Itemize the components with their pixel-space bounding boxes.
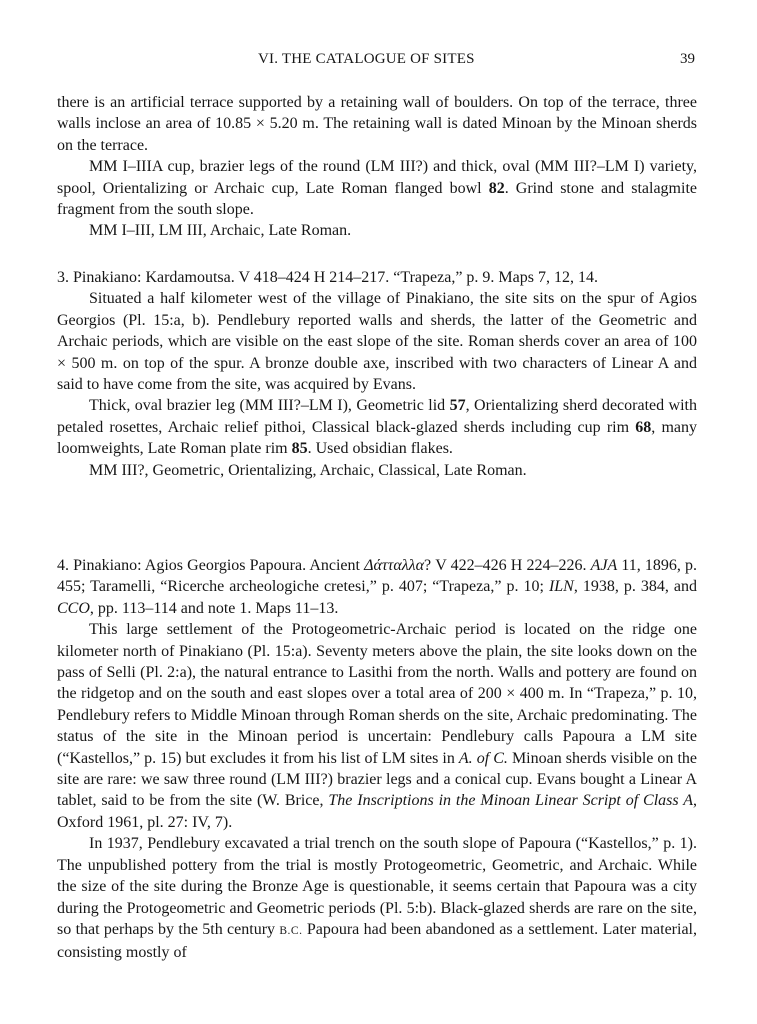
page-number: 39 [680, 51, 695, 67]
site-entry-4 [57, 555, 697, 964]
catalogue-number: 85 [291, 440, 308, 458]
catalogue-number: 82 [488, 179, 505, 197]
journal-abbrev: ILN [548, 578, 574, 596]
catalogue-number: 57 [449, 397, 466, 415]
site-3-heading: 3. Pinakiano: Kardamoutsa. V 418–424 H 214–217. “Trapeza,” p. 9. Maps 7, 12, 14. [57, 269, 598, 286]
catalogue-number: 68 [635, 418, 652, 436]
greek-name: Δάτταλλα [364, 557, 425, 574]
era-abbrev: B.C. [279, 924, 303, 937]
site-entry-3 [57, 267, 697, 481]
site-3-description: Situated a half kilometer west of the village of Pinakiano, the site sits on the spur of Agios Georgios (Pl. 15:a, b). Pendlebury reported walls and sherds, the latter of the Geometric and Archaic periods, which are visible on the east slope of the site. Roman sherds cover an area of 100 × 500 m. on top of the spur. A bronze double axe, inscribed with two characters of Linear A and said to have come from the site, was acquired by Evans. [57, 290, 697, 394]
journal-abbrev: AJA [590, 557, 618, 574]
book-title: The Inscriptions in the Minoan Linear Script of Class A [328, 792, 693, 810]
cont-finds-paragraph: MM I–IIIA cup, brazier legs of the round (LM III?) and thick, oval (MM III?–LM I) variety, spool, Orientalizing or Archaic cup, Late Roman flanged bowl 82. Grind stone and stalagmite fragment from the south slope. [57, 158, 697, 219]
site-4-excavation: In 1937, Pendlebury excavated a trial trench on the south slope of Papoura (“Kastellos,” p. 1). The unpublished pottery from the trial is mostly Protogeometric, Geometric, and Archaic. While the size of the site during the Bronze Age is questionable, it seems certain that Papoura was a city during the Protogeometric and Geometric periods (Pl. 5:b). Black-glazed sherds are rare on the site, so that perhaps by the 5th century B.C. Papoura had been abandoned as a settlement. Later material, consisting mostly of [57, 835, 698, 962]
site-3-finds: Thick, oval brazier leg (MM III?–LM I), Geometric lid 57, Orientalizing sherd decorated with petaled rosettes, Archaic relief pithoi, Classical black-glazed sherds including cup rim 68, many loomweights, Late Roman plate rim 85. Used obsidian flakes. [57, 397, 697, 458]
site-4-description: This large settlement of the Protogeometric-Archaic period is located on the ridge one kilometer north of Pinakiano (Pl. 15:a). Seventy meters above the plain, the site looks down on the pass of Selli (Pl. 2:a), the natural entrance to Lasithi from the north. Walls and pottery are found on the ridgetop and on the south and east slopes over a total area of 200 × 400 m. In “Trapeza,” p. 10, Pendlebury refers to Middle Minoan through Roman sherds on the site, Archaic predominating. The status of the site in the Minoan period is uncertain: Pendlebury calls Papoura a LM site (“Kastellos,” p. 15) but excludes it from his list of LM sites in A. of C. Minoan sherds visible on the site are rare: we saw three round (LM III?) brazier legs and a conical cup. Evans bought a Linear A tablet, said to be from the site (W. Brice, The Inscriptions in the Minoan Linear Script of Class A, Oxford 1961, pl. 27: IV, 7). [57, 621, 698, 831]
site-3-periods: MM III?, Geometric, Orientalizing, Archaic, Classical, Late Roman. [89, 461, 527, 479]
cont-periods-paragraph: MM I–III, LM III, Archaic, Late Roman. [89, 222, 352, 240]
cont-paragraph-1: there is an artificial terrace supported by a retaining wall of boulders. On top of the terrace, three walls inclose an area of 10.85 × 5.20 m. The retaining wall is dated Minoan by the Minoan sherds on the terrace. [57, 94, 697, 154]
journal-abbrev: CCO [57, 599, 90, 617]
continued-entry [57, 92, 697, 242]
site-4-heading: 4. Pinakiano: Agios Georgios Papoura. Ancient Δάτταλλα? V 422–426 H 224–226. AJA 11, 1896, p. 455; Taramelli, “Ricerche archeologiche cretesi,” p. 407; “Trapeza,” p. 10; ILN, 1938, p. 384, and CCO, pp. 113–114 and note 1. Maps 11–13. [57, 557, 698, 617]
running-header [0, 51, 757, 73]
running-title: VI. THE CATALOGUE OF SITES [258, 51, 475, 67]
book-abbrev: A. of C. [458, 749, 508, 767]
